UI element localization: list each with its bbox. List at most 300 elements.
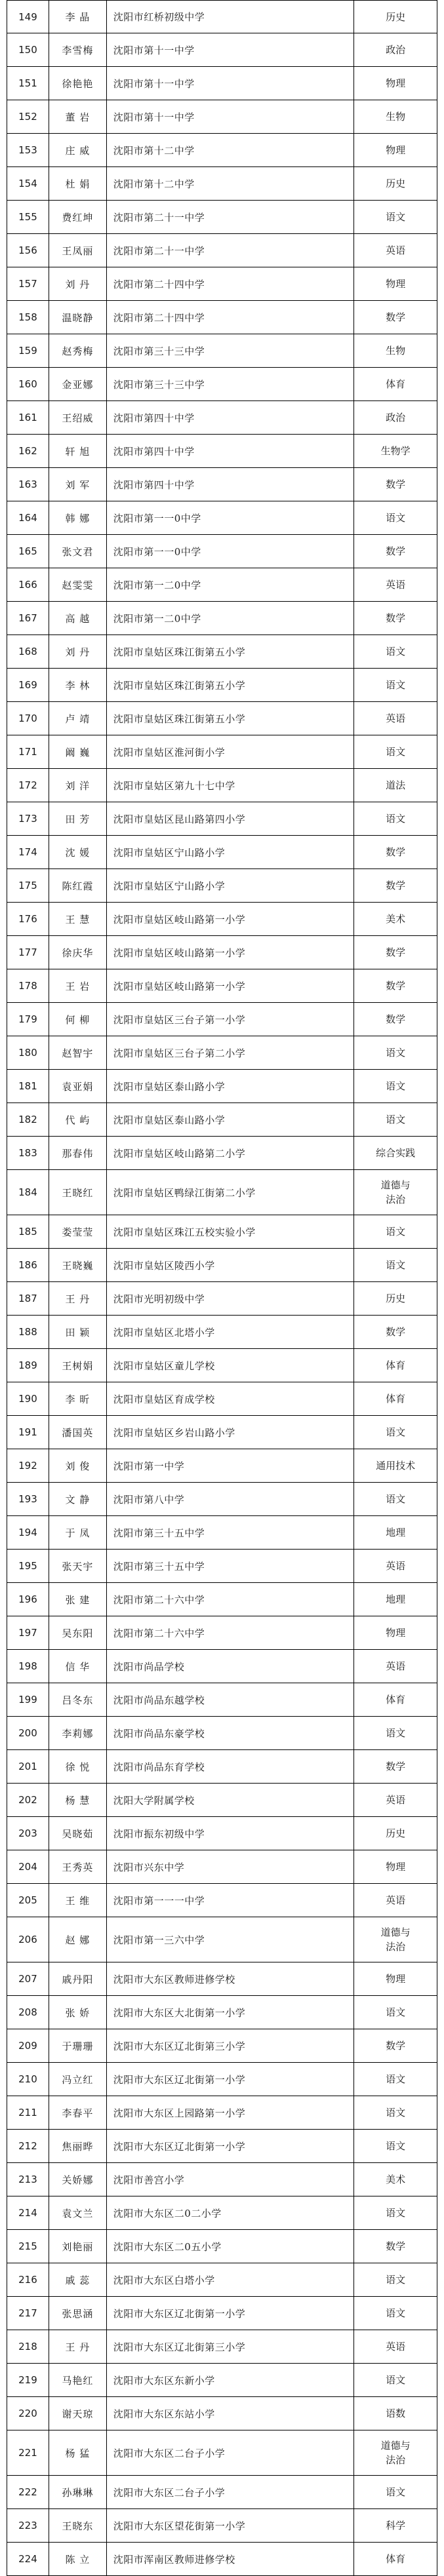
subject: 道德与 法治 xyxy=(354,1170,437,1215)
teacher-name: 韩 娜 xyxy=(49,501,107,534)
teacher-name: 董 岩 xyxy=(49,100,107,133)
school-name: 沈阳市皇姑区乡岩山路小学 xyxy=(107,1416,354,1449)
school-name: 沈阳市皇姑区陵西小学 xyxy=(107,1249,354,1281)
school-name: 沈阳市第十一中学 xyxy=(107,67,354,100)
row-number: 192 xyxy=(7,1449,49,1482)
row-number: 158 xyxy=(7,301,49,334)
table-row xyxy=(7,1282,437,1316)
subject: 道法 xyxy=(354,769,437,802)
school-name: 沈阳市皇姑区昆山路第四小学 xyxy=(107,802,354,835)
school-name: 沈阳市皇姑区童儿学校 xyxy=(107,1349,354,1382)
table-row xyxy=(7,1316,437,1349)
teacher-name: 李春平 xyxy=(49,2096,107,2129)
subject: 生物 xyxy=(354,100,437,133)
table-row xyxy=(7,1449,437,1483)
table-row xyxy=(7,2263,437,2297)
subject: 通用技术 xyxy=(354,1449,437,1482)
teacher-name: 孙琳琳 xyxy=(49,2476,107,2508)
table-row xyxy=(7,2430,437,2476)
table-row xyxy=(7,702,437,735)
row-number: 219 xyxy=(7,2364,49,2396)
teacher-name: 费红坤 xyxy=(49,201,107,233)
row-number: 151 xyxy=(7,67,49,100)
subject: 历史 xyxy=(354,1282,437,1315)
table-row xyxy=(7,134,437,167)
row-number: 160 xyxy=(7,368,49,400)
teacher-name: 代 屿 xyxy=(49,1103,107,1136)
table-row xyxy=(7,535,437,568)
school-name: 沈阳市尚品东育学校 xyxy=(107,1750,354,1783)
school-name: 沈阳市第一一0中学 xyxy=(107,535,354,568)
subject: 语文 xyxy=(354,1070,437,1103)
subject: 美术 xyxy=(354,2163,437,2196)
school-name: 沈阳市皇姑区泰山路小学 xyxy=(107,1070,354,1103)
subject: 英语 xyxy=(354,1550,437,1582)
teacher-name: 何 柳 xyxy=(49,1003,107,1036)
table-row xyxy=(7,234,437,267)
table-row xyxy=(7,2163,437,2196)
row-number: 195 xyxy=(7,1550,49,1582)
row-number: 213 xyxy=(7,2163,49,2196)
school-name: 沈阳市第二十四中学 xyxy=(107,267,354,300)
row-number: 187 xyxy=(7,1282,49,1315)
subject: 物理 xyxy=(354,1850,437,1883)
teacher-name: 王晓红 xyxy=(49,1170,107,1215)
subject: 体育 xyxy=(354,368,437,400)
teacher-name: 赵雯雯 xyxy=(49,568,107,601)
subject: 地理 xyxy=(354,1516,437,1549)
table-row xyxy=(7,1249,437,1282)
teacher-name: 袁亚娟 xyxy=(49,1070,107,1103)
teacher-name: 潘国英 xyxy=(49,1416,107,1449)
teacher-name: 王 丹 xyxy=(49,1282,107,1315)
subject: 数学 xyxy=(354,1003,437,1036)
school-name: 沈阳市兴东中学 xyxy=(107,1850,354,1883)
school-name: 沈阳市第十一中学 xyxy=(107,100,354,133)
row-number: 150 xyxy=(7,33,49,66)
school-name: 沈阳市善宫小学 xyxy=(107,2163,354,2196)
teacher-name: 徐庆华 xyxy=(49,936,107,969)
teacher-name: 李 晶 xyxy=(49,1,107,33)
teacher-name: 戚 蕊 xyxy=(49,2263,107,2296)
row-number: 198 xyxy=(7,1650,49,1683)
subject: 语文 xyxy=(354,2130,437,2162)
teacher-name: 王 慧 xyxy=(49,903,107,935)
table-row xyxy=(7,2397,437,2430)
table-row xyxy=(7,1884,437,1917)
teacher-name: 杨 猛 xyxy=(49,2430,107,2475)
school-name: 沈阳市大东区二0二小学 xyxy=(107,2196,354,2229)
teacher-name: 于 凤 xyxy=(49,1516,107,1549)
school-name: 沈阳市大东区二台子小学 xyxy=(107,2476,354,2508)
subject: 数学 xyxy=(354,535,437,568)
school-name: 沈阳市尚品东豪学校 xyxy=(107,1717,354,1749)
table-row xyxy=(7,2509,437,2543)
school-name: 沈阳市大东区上园路第一小学 xyxy=(107,2096,354,2129)
school-name: 沈阳市红桥初级中学 xyxy=(107,1,354,33)
school-name: 沈阳市皇姑区北塔小学 xyxy=(107,1316,354,1348)
row-number: 194 xyxy=(7,1516,49,1549)
table-row xyxy=(7,67,437,100)
row-number: 185 xyxy=(7,1215,49,1248)
table-row xyxy=(7,267,437,301)
subject: 语文 xyxy=(354,1996,437,2029)
row-number: 170 xyxy=(7,702,49,735)
subject: 语文 xyxy=(354,1036,437,1069)
school-name: 沈阳市大东区辽北街第三小学 xyxy=(107,2029,354,2062)
subject: 地理 xyxy=(354,1583,437,1616)
teacher-name: 张天宇 xyxy=(49,1550,107,1582)
school-name: 沈阳市第一二0中学 xyxy=(107,602,354,634)
row-number: 220 xyxy=(7,2397,49,2430)
school-name: 沈阳市大东区东新小学 xyxy=(107,2364,354,2396)
subject: 数学 xyxy=(354,301,437,334)
row-number: 221 xyxy=(7,2430,49,2475)
subject: 数学 xyxy=(354,1750,437,1783)
teacher-name: 王绍威 xyxy=(49,401,107,434)
school-name: 沈阳市大东区二0五小学 xyxy=(107,2230,354,2263)
school-name: 沈阳市皇姑区宁山路小学 xyxy=(107,836,354,868)
teacher-name: 刘 军 xyxy=(49,468,107,501)
row-number: 157 xyxy=(7,267,49,300)
row-number: 184 xyxy=(7,1170,49,1215)
table-row xyxy=(7,1416,437,1449)
teacher-name: 谢天琼 xyxy=(49,2397,107,2430)
school-name: 沈阳市皇姑区珠江五校实验小学 xyxy=(107,1215,354,1248)
row-number: 196 xyxy=(7,1583,49,1616)
table-row xyxy=(7,1003,437,1036)
table-row xyxy=(7,1750,437,1784)
row-number: 201 xyxy=(7,1750,49,1783)
teacher-name: 赵 娜 xyxy=(49,1917,107,1962)
teacher-name: 陈红霞 xyxy=(49,869,107,902)
row-number: 173 xyxy=(7,802,49,835)
teacher-name: 焦丽晔 xyxy=(49,2130,107,2162)
table-row xyxy=(7,201,437,234)
table-row xyxy=(7,836,437,869)
table-row xyxy=(7,669,437,702)
table-row xyxy=(7,635,437,669)
row-number: 163 xyxy=(7,468,49,501)
table-row xyxy=(7,568,437,602)
teacher-name: 阚 巍 xyxy=(49,735,107,768)
table-row xyxy=(7,769,437,802)
teacher-name: 刘艳丽 xyxy=(49,2230,107,2263)
table-row xyxy=(7,2330,437,2364)
row-number: 197 xyxy=(7,1616,49,1649)
school-name: 沈阳市第一二0中学 xyxy=(107,568,354,601)
row-number: 205 xyxy=(7,1884,49,1917)
teacher-name: 杨 慧 xyxy=(49,1784,107,1816)
teacher-name: 刘 丹 xyxy=(49,267,107,300)
row-number: 186 xyxy=(7,1249,49,1281)
school-name: 沈阳市第一三六中学 xyxy=(107,1917,354,1962)
subject: 综合实践 xyxy=(354,1137,437,1169)
row-number: 214 xyxy=(7,2196,49,2229)
school-name: 沈阳市尚品学校 xyxy=(107,1650,354,1683)
row-number: 215 xyxy=(7,2230,49,2263)
subject: 语文 xyxy=(354,201,437,233)
subject: 数学 xyxy=(354,602,437,634)
row-number: 190 xyxy=(7,1382,49,1415)
table-row xyxy=(7,1962,437,1996)
subject: 语数 xyxy=(354,2397,437,2430)
teacher-name: 徐 悦 xyxy=(49,1750,107,1783)
teacher-name: 吕冬东 xyxy=(49,1683,107,1716)
table-row xyxy=(7,1070,437,1103)
subject: 数学 xyxy=(354,2029,437,2062)
teacher-name: 吴晓茹 xyxy=(49,1817,107,1850)
subject: 语文 xyxy=(354,1103,437,1136)
subject: 道德与 法治 xyxy=(354,1917,437,1962)
teacher-name: 李 昕 xyxy=(49,1382,107,1415)
table-row xyxy=(7,1717,437,1750)
row-number: 168 xyxy=(7,635,49,668)
subject: 物理 xyxy=(354,267,437,300)
table-row xyxy=(7,2476,437,2509)
school-name: 沈阳市第二十一中学 xyxy=(107,201,354,233)
school-name: 沈阳市大东区东站小学 xyxy=(107,2397,354,2430)
school-name: 沈阳市皇姑区宁山路小学 xyxy=(107,869,354,902)
subject: 数学 xyxy=(354,869,437,902)
row-number: 177 xyxy=(7,936,49,969)
teacher-name: 李 林 xyxy=(49,669,107,701)
table-row xyxy=(7,2230,437,2263)
row-number: 218 xyxy=(7,2330,49,2363)
teacher-name: 温晓静 xyxy=(49,301,107,334)
table-row xyxy=(7,2029,437,2063)
school-name: 沈阳市皇姑区珠江街第五小学 xyxy=(107,702,354,735)
school-name: 沈阳市尚品东越学校 xyxy=(107,1683,354,1716)
subject: 政治 xyxy=(354,401,437,434)
row-number: 189 xyxy=(7,1349,49,1382)
teacher-name: 马艳红 xyxy=(49,2364,107,2396)
subject: 物理 xyxy=(354,1616,437,1649)
table-row xyxy=(7,1650,437,1683)
school-name: 沈阳市大东区白塔小学 xyxy=(107,2263,354,2296)
row-number: 179 xyxy=(7,1003,49,1036)
subject: 美术 xyxy=(354,903,437,935)
school-name: 沈阳市皇姑区岐山路第二小学 xyxy=(107,1137,354,1169)
school-name: 沈阳市第三十五中学 xyxy=(107,1516,354,1549)
teacher-name: 冯立红 xyxy=(49,2063,107,2096)
subject: 语文 xyxy=(354,2364,437,2396)
row-number: 181 xyxy=(7,1070,49,1103)
subject: 物理 xyxy=(354,67,437,100)
school-name: 沈阳市大东区二台子小学 xyxy=(107,2430,354,2475)
teacher-name: 田 芳 xyxy=(49,802,107,835)
subject: 语文 xyxy=(354,2096,437,2129)
school-name: 沈阳市大东区望花街第一小学 xyxy=(107,2509,354,2542)
teacher-name: 刘 丹 xyxy=(49,635,107,668)
school-name: 沈阳市皇姑区岐山路第一小学 xyxy=(107,969,354,1002)
subject: 英语 xyxy=(354,1784,437,1816)
table-row xyxy=(7,735,437,769)
table-row xyxy=(7,1483,437,1516)
row-number: 161 xyxy=(7,401,49,434)
school-name: 沈阳大学附属学校 xyxy=(107,1784,354,1816)
subject: 道德与 法治 xyxy=(354,2430,437,2475)
subject: 英语 xyxy=(354,2330,437,2363)
table-row xyxy=(7,1137,437,1170)
row-number: 176 xyxy=(7,903,49,935)
subject: 语文 xyxy=(354,1416,437,1449)
teacher-name: 徐艳艳 xyxy=(49,67,107,100)
table-row xyxy=(7,501,437,535)
subject: 语文 xyxy=(354,2476,437,2508)
subject: 生物 xyxy=(354,334,437,367)
row-number: 216 xyxy=(7,2263,49,2296)
school-name: 沈阳市第二十一中学 xyxy=(107,234,354,267)
school-name: 沈阳市第八中学 xyxy=(107,1483,354,1515)
teacher-name: 高 越 xyxy=(49,602,107,634)
teacher-name: 杜 娟 xyxy=(49,167,107,200)
subject: 语文 xyxy=(354,1215,437,1248)
teacher-name: 轩 旭 xyxy=(49,435,107,467)
school-name: 沈阳市第一一一中学 xyxy=(107,1884,354,1917)
subject: 历史 xyxy=(354,1,437,33)
subject: 体育 xyxy=(354,1683,437,1716)
row-number: 155 xyxy=(7,201,49,233)
school-name: 沈阳市皇姑区珠江街第五小学 xyxy=(107,635,354,668)
school-name: 沈阳市第十一中学 xyxy=(107,33,354,66)
row-number: 200 xyxy=(7,1717,49,1749)
teacher-name: 张思涵 xyxy=(49,2297,107,2330)
school-name: 沈阳市第二十六中学 xyxy=(107,1616,354,1649)
table-row xyxy=(7,100,437,134)
school-name: 沈阳市第一中学 xyxy=(107,1449,354,1482)
table-row xyxy=(7,1170,437,1215)
subject: 物理 xyxy=(354,1962,437,1995)
school-name: 沈阳市第十二中学 xyxy=(107,167,354,200)
subject: 语文 xyxy=(354,635,437,668)
row-number: 210 xyxy=(7,2063,49,2096)
table-row xyxy=(7,1516,437,1550)
school-name: 沈阳市皇姑区第九十七中学 xyxy=(107,769,354,802)
row-number: 152 xyxy=(7,100,49,133)
table-row xyxy=(7,1784,437,1817)
table-row xyxy=(7,802,437,836)
subject: 英语 xyxy=(354,234,437,267)
school-name: 沈阳市皇姑区岐山路第一小学 xyxy=(107,903,354,935)
subject: 数学 xyxy=(354,1316,437,1348)
row-number: 166 xyxy=(7,568,49,601)
teacher-name: 陈 立 xyxy=(49,2543,107,2575)
table-row xyxy=(7,936,437,969)
table-row xyxy=(7,1683,437,1717)
teacher-name: 金亚娜 xyxy=(49,368,107,400)
row-number: 159 xyxy=(7,334,49,367)
teacher-name: 张 建 xyxy=(49,1583,107,1616)
row-number: 188 xyxy=(7,1316,49,1348)
table-row xyxy=(7,2196,437,2230)
teacher-name: 娄莹莹 xyxy=(49,1215,107,1248)
row-number: 178 xyxy=(7,969,49,1002)
teacher-name: 张 娇 xyxy=(49,1996,107,2029)
teacher-name: 庄 威 xyxy=(49,134,107,166)
school-name: 沈阳市第三十三中学 xyxy=(107,368,354,400)
row-number: 174 xyxy=(7,836,49,868)
row-number: 212 xyxy=(7,2130,49,2162)
row-number: 156 xyxy=(7,234,49,267)
row-number: 206 xyxy=(7,1917,49,1962)
row-number: 204 xyxy=(7,1850,49,1883)
teacher-name: 文 静 xyxy=(49,1483,107,1515)
teacher-name: 袁文兰 xyxy=(49,2196,107,2229)
school-name: 沈阳市第四十中学 xyxy=(107,401,354,434)
teacher-name: 田 颖 xyxy=(49,1316,107,1348)
school-name: 沈阳市第四十中学 xyxy=(107,468,354,501)
school-name: 沈阳市大东区辽北街第一小学 xyxy=(107,2130,354,2162)
table-row xyxy=(7,2543,437,2576)
teacher-name: 沈 媛 xyxy=(49,836,107,868)
subject: 数学 xyxy=(354,836,437,868)
row-number: 167 xyxy=(7,602,49,634)
row-number: 182 xyxy=(7,1103,49,1136)
table-row xyxy=(7,2130,437,2163)
subject: 生物学 xyxy=(354,435,437,467)
subject: 历史 xyxy=(354,1817,437,1850)
subject: 英语 xyxy=(354,1884,437,1917)
school-name: 沈阳市振东初级中学 xyxy=(107,1817,354,1850)
row-number: 180 xyxy=(7,1036,49,1069)
teacher-name: 那春伟 xyxy=(49,1137,107,1169)
table-row xyxy=(7,1036,437,1070)
table-row xyxy=(7,167,437,201)
teacher-name: 吴东阳 xyxy=(49,1616,107,1649)
subject: 英语 xyxy=(354,702,437,735)
subject: 物理 xyxy=(354,134,437,166)
teacher-name: 王晓东 xyxy=(49,2509,107,2542)
table-row xyxy=(7,1103,437,1137)
row-number: 211 xyxy=(7,2096,49,2129)
subject: 英语 xyxy=(354,1650,437,1683)
subject: 语文 xyxy=(354,501,437,534)
teacher-name: 张文君 xyxy=(49,535,107,568)
subject: 科学 xyxy=(354,2509,437,2542)
school-name: 沈阳市皇姑区三台子第一小学 xyxy=(107,1003,354,1036)
school-name: 沈阳市浑南区教师进修学校 xyxy=(107,2543,354,2575)
row-number: 154 xyxy=(7,167,49,200)
subject: 语文 xyxy=(354,2063,437,2096)
school-name: 沈阳市皇姑区育成学校 xyxy=(107,1382,354,1415)
table-row xyxy=(7,903,437,936)
subject: 历史 xyxy=(354,167,437,200)
table-row xyxy=(7,435,437,468)
row-number: 223 xyxy=(7,2509,49,2542)
table-row xyxy=(7,1550,437,1583)
table-row xyxy=(7,401,437,435)
table-row xyxy=(7,2096,437,2130)
teacher-list-table xyxy=(7,0,437,2576)
table-row xyxy=(7,969,437,1003)
school-name: 沈阳市大东区辽北街第一小学 xyxy=(107,2297,354,2330)
subject: 体育 xyxy=(354,1382,437,1415)
table-row xyxy=(7,1215,437,1249)
teacher-name: 李莉娜 xyxy=(49,1717,107,1749)
table-row xyxy=(7,468,437,501)
row-number: 183 xyxy=(7,1137,49,1169)
subject: 数学 xyxy=(354,2230,437,2263)
teacher-name: 王 岩 xyxy=(49,969,107,1002)
teacher-name: 王晓巍 xyxy=(49,1249,107,1281)
row-number: 169 xyxy=(7,669,49,701)
subject: 语文 xyxy=(354,2263,437,2296)
subject: 语文 xyxy=(354,802,437,835)
school-name: 沈阳市大东区辽北街第三小学 xyxy=(107,2330,354,2363)
subject: 语文 xyxy=(354,1717,437,1749)
school-name: 沈阳市第一一0中学 xyxy=(107,501,354,534)
